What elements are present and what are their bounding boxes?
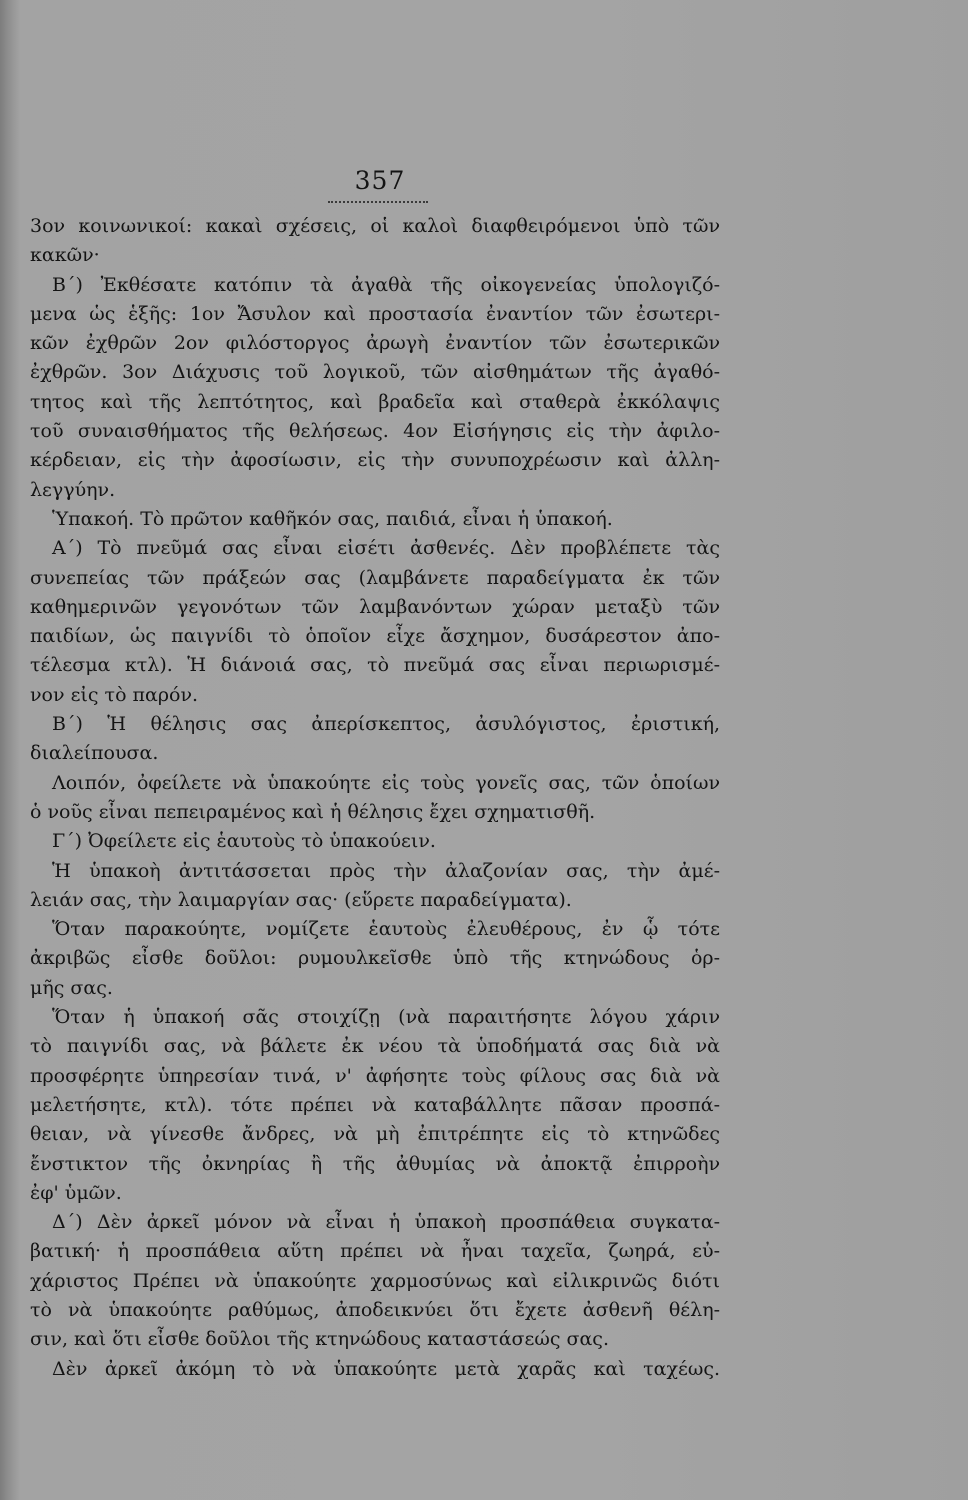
text-line: χάριστος Πρέπει νὰ ὑπακούητε χαρμοσύνως καὶ εἰλικρινῶς διότι [30, 1269, 720, 1292]
text-line: Ἡ ὑπακοὴ ἀντιτάσσεται πρὸς τὴν ἀλαζονίαν σας, τὴν ἀμέ- [52, 859, 720, 882]
text-line: καθημερινῶν γεγονότων τῶν λαμβανόντων χώραν μεταξὺ τῶν [30, 595, 720, 618]
text-line: συνεπείας τῶν πράξεών σας (λαμβάνετε παραδείγματα ἐκ τῶν [30, 566, 720, 589]
text-line: σιν, καὶ ὅτι εἶσθε δοῦλοι τῆς κτηνώδους καταστάσεώς σας. [30, 1328, 609, 1351]
text-line: Δ΄) Δὲν ἀρκεῖ μόνον νὰ εἶναι ἡ ὑπακοὴ προσπάθεια συγκατα- [52, 1211, 720, 1234]
text-line: λειάν σας, τὴν λαιμαργίαν σας· (εὕρετε παραδείγματα). [30, 888, 572, 911]
text-line: Ὅταν ἡ ὑπακοή σᾶς στοιχίζῃ (νὰ παραιτήσητε λόγου χάριν [52, 1006, 720, 1029]
text-line: τὸ παιγνίδι σας, νὰ βάλετε ἐκ νέου τὰ ὑποδήματά σας διὰ νὰ [30, 1035, 720, 1058]
text-line: Β΄) Ἡ θέλησις σας ἀπερίσκεπτος, ἀσυλόγιστος, ἐριστική, [52, 713, 720, 736]
text-line: Α΄) Τὸ πνεῦμά σας εἶναι εἰσέτι ἀσθενές. Δὲν προβλέπετε τὰς [52, 537, 720, 560]
text-line: νον εἰς τὸ παρόν. [30, 683, 199, 706]
text-line: τοῦ συναισθήματος τῆς θελήσεως. 4ον Εἰσήγησις εἰς τὴν ἀφιλο- [30, 420, 720, 443]
text-line: μελετήσητε, κτλ). τότε πρέπει νὰ καταβάλλητε πᾶσαν προσπά- [30, 1093, 720, 1116]
text-line: κέρδειαν, εἰς τὴν ἀφοσίωσιν, εἰς τὴν συνυποχρέωσιν καὶ ἀλλη- [30, 449, 720, 472]
text-line: λεγγύην. [30, 478, 116, 501]
text-line: Β΄) Ἐκθέσατε κατόπιν τὰ ἀγαθὰ τῆς οἰκογενείας ὑπολογιζό- [52, 273, 720, 296]
text-line: Ὅταν παρακούητε, νομίζετε ἑαυτοὺς ἐλευθέρους, ἐν ᾧ τότε [52, 918, 720, 941]
text-line: Δὲν ἀρκεῖ ἀκόμη τὸ νὰ ὑπακούητε μετὰ χαρᾶς καὶ ταχέως. [52, 1357, 720, 1380]
text-line: θειαν, νὰ γίνεσθε ἄνδρες, νὰ μὴ ἐπιτρέπητε εἰς τὸ κτηνῶδες [30, 1123, 720, 1146]
text-line: μῆς σας. [30, 976, 113, 999]
text-line: ἐφ' ὑμῶν. [30, 1181, 122, 1204]
text-line: τητος καὶ τῆς λεπτότητος, καὶ βραδεῖα καὶ σταθερὰ ἐκκόλαψις [30, 390, 720, 413]
text-line: ἔνστικτον τῆς ὀκνηρίας ἢ τῆς ἀθυμίας νὰ ἀποκτᾷ ἐπιρροὴν [30, 1152, 720, 1175]
text-line: Ὑπακοή. Τὸ πρῶτον καθῆκόν σας, παιδιά, εἶναι ἡ ὑπακοή. [52, 507, 613, 530]
text-line: διαλείπουσα. [30, 742, 159, 765]
text-line: 3ον κοινωνικοί: κακαὶ σχέσεις, οἱ καλοὶ διαφθειρόμενοι ὑπὸ τῶν [30, 215, 720, 237]
page-number-divider [328, 201, 428, 203]
text-line: κῶν ἐχθρῶν 2ον φιλόστοργος ἀρωγὴ ἐναντίον τῶν ἐσωτερικῶν [30, 332, 720, 355]
text-line: ὁ νοῦς εἶναι πεπειραμένος καὶ ἡ θέλησις ἔχει σχηματισθῆ. [30, 800, 596, 823]
text-line: ἀκριβῶς εἶσθε δοῦλοι: ρυμουλκεῖσθε ὑπὸ τῆς κτηνώδους ὁρ- [30, 947, 720, 970]
text-line: κακῶν· [30, 244, 100, 267]
text-line: τέλεσμα κτλ). Ἡ διάνοιά σας, τὸ πνεῦμά σας εἶναι περιωρισμέ- [30, 654, 720, 677]
text-line: Γ΄) Ὀφείλετε εἰς ἑαυτοὺς τὸ ὑπακούειν. [52, 830, 436, 853]
text-line: βατική· ἡ προσπάθεια αὕτη πρέπει νὰ ἦναι ταχεῖα, ζωηρά, εὐ- [30, 1240, 720, 1263]
text-line: τὸ νὰ ὑπακούητε ραθύμως, ἀποδεικνύει ὅτι ἔχετε ἀσθενῆ θέλη- [30, 1298, 720, 1321]
page-number: 357 [354, 166, 406, 195]
text-line: ἐχθρῶν. 3ον Διάχυσις τοῦ λογικοῦ, τῶν αἰσθημάτων τῆς ἀγαθό- [30, 361, 720, 384]
text-line: μενα ὡς ἑξῆς: 1ον Ἄσυλον καὶ προστασία ἐναντίον τῶν ἐσωτερι- [30, 302, 720, 325]
text-line: Λοιπόν, ὀφείλετε νὰ ὑπακούητε εἰς τοὺς γονεῖς σας, τῶν ὁποίων [52, 771, 720, 794]
text-line: παιδίων, ὡς παιγνίδι τὸ ὁποῖον εἶχε ἄσχημον, δυσάρεστον ἀπο- [30, 625, 720, 648]
body-text [30, 212, 720, 1384]
text-line: προσφέρητε ὑπηρεσίαν τινά, ν' ἀφήσητε τοὺς φίλους σας διὰ νὰ [30, 1064, 720, 1087]
